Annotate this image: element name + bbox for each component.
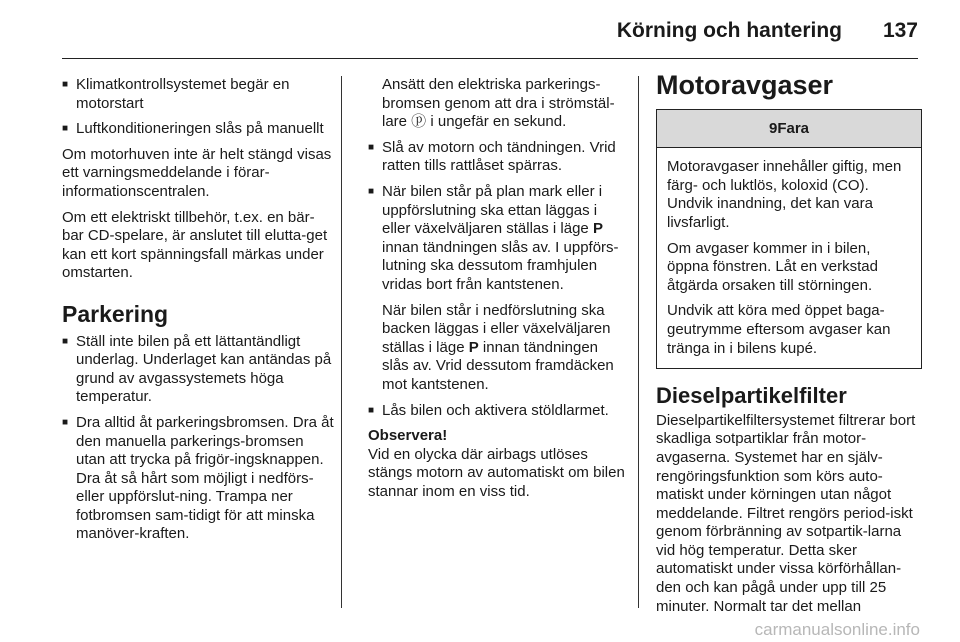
paragraph-text: När bilen står i nedförslutning ska backen läggas i eller växelväljaren ställas i läge (382, 301, 611, 356)
column-divider (341, 76, 342, 608)
warning-icon: 9 (768, 119, 778, 137)
paragraph-text: innan tändningen slås av. Vrid dessutom framdäcken mot kantstenen. (382, 338, 614, 393)
section-heading-parkering: Parkering (62, 300, 169, 327)
list-item: ■ Lås bilen och aktivera stöldlarmet. (368, 402, 628, 421)
warning-paragraph: Undvik att köra med öppet baga-geutrymme eftersom avgaser kan tränga in i bilens kupé. (667, 302, 891, 357)
header-title: Körning och hantering (616, 19, 842, 42)
note-title: Observera! (368, 427, 448, 445)
warning-label: Fara (777, 119, 810, 137)
column-middle (368, 76, 628, 508)
list-item: ■ Slå av motorn och tändningen. Vrid ratten tills rattlåset spärras. (368, 139, 628, 176)
note-body: Vid en olycka där airbags utlöses stängs motorn av automatiskt om bilen stannar inom en viss tid. (368, 445, 625, 500)
column-divider (638, 76, 639, 608)
bullet-list (62, 76, 334, 139)
section-heading-dieselpartikelfilter: Dieselpartikelfilter (656, 383, 847, 409)
warning-paragraph: Motoravgaser innehåller giftig, men färg- och luktlös, koloxid (CO). Undvik inandning, det kan vara livsfarligt. (667, 158, 902, 231)
list-item-text: innan tändningen slås av. I uppförs-lutning ska dessutom framhjulen vridas bort från kantstenen. (382, 238, 619, 293)
warning-box (656, 109, 922, 370)
list-item: ■ Ställ inte bilen på ett lättantändligt underlag. Underlaget kan antändas på grund av avgassystemets höga temperatur. (62, 333, 334, 407)
header-rule (62, 58, 918, 59)
paragraph: Om motorhuven inte är helt stängd visas ett varningsmeddelande i förar-informationscentralen. (62, 145, 332, 200)
section-heading-motoravgaser: Motoravgaser (656, 70, 834, 100)
watermark: carmanualsonline.info (754, 620, 920, 639)
warning-header (657, 110, 921, 149)
column-left (62, 76, 334, 551)
paragraph: Ansätt den elektriska parkerings-bromsen genom att dra i strömstäl-lare ⓟ i ungefär en sekund. (382, 76, 615, 131)
bullet-list (368, 402, 628, 421)
list-item: ■ Luftkonditioneringen slås på manuellt (62, 120, 334, 139)
column-right (656, 70, 922, 623)
warning-paragraph: Om avgaser kommer in i bilen, öppna fönstren. Låt en verkstad åtgärda orsaken till störningen. (667, 239, 878, 294)
page-number: 137 (882, 19, 918, 42)
warning-body (657, 148, 921, 368)
list-item: ■ Dra alltid åt parkeringsbromsen. Dra åt den manuella parkerings-bromsen utan att trycka på frigör-ingsknappen. Dra åt så hårt som möjligt i nedförs- eller uppförslut-ning. Trampa ner fotbromsen sam-tidigt för att minska manöver-kraften. (62, 414, 334, 544)
bullet-list (368, 139, 628, 295)
list-item (368, 183, 628, 295)
paragraph (368, 302, 628, 395)
list-item-text: När bilen står på plan mark eller i uppförslutning ska ettan läggas i eller växelväljaren ställas i läge (382, 182, 603, 238)
paragraph: Om ett elektriskt tillbehör, t.ex. en bär-bar CD-spelare, är anslutet till elutta-get kan ett kort spänningsfall märkas under omstarten. (62, 208, 328, 282)
list-item: ■ Klimatkontrollsystemet begär en motorstart (62, 76, 334, 113)
gear-p-label: P (592, 220, 603, 238)
bullet-list (62, 333, 334, 545)
paragraph: Dieselpartikelfiltersystemet filtrerar bort skadliga sotpartiklar från motor-avgaserna. Systemet har en själv-rengöringsfunktion som körs auto-matiskt under körningen utan något meddelande. Filtret rengörs period-iskt genom förbränning av sotpartik-larna vid hög temperatur. Detta sker automatiskt under vissa körförhållan-den och kan pågå under upp till 25 minuter. Normalt tar det mellan (656, 411, 916, 615)
gear-p-label: P (468, 338, 479, 356)
